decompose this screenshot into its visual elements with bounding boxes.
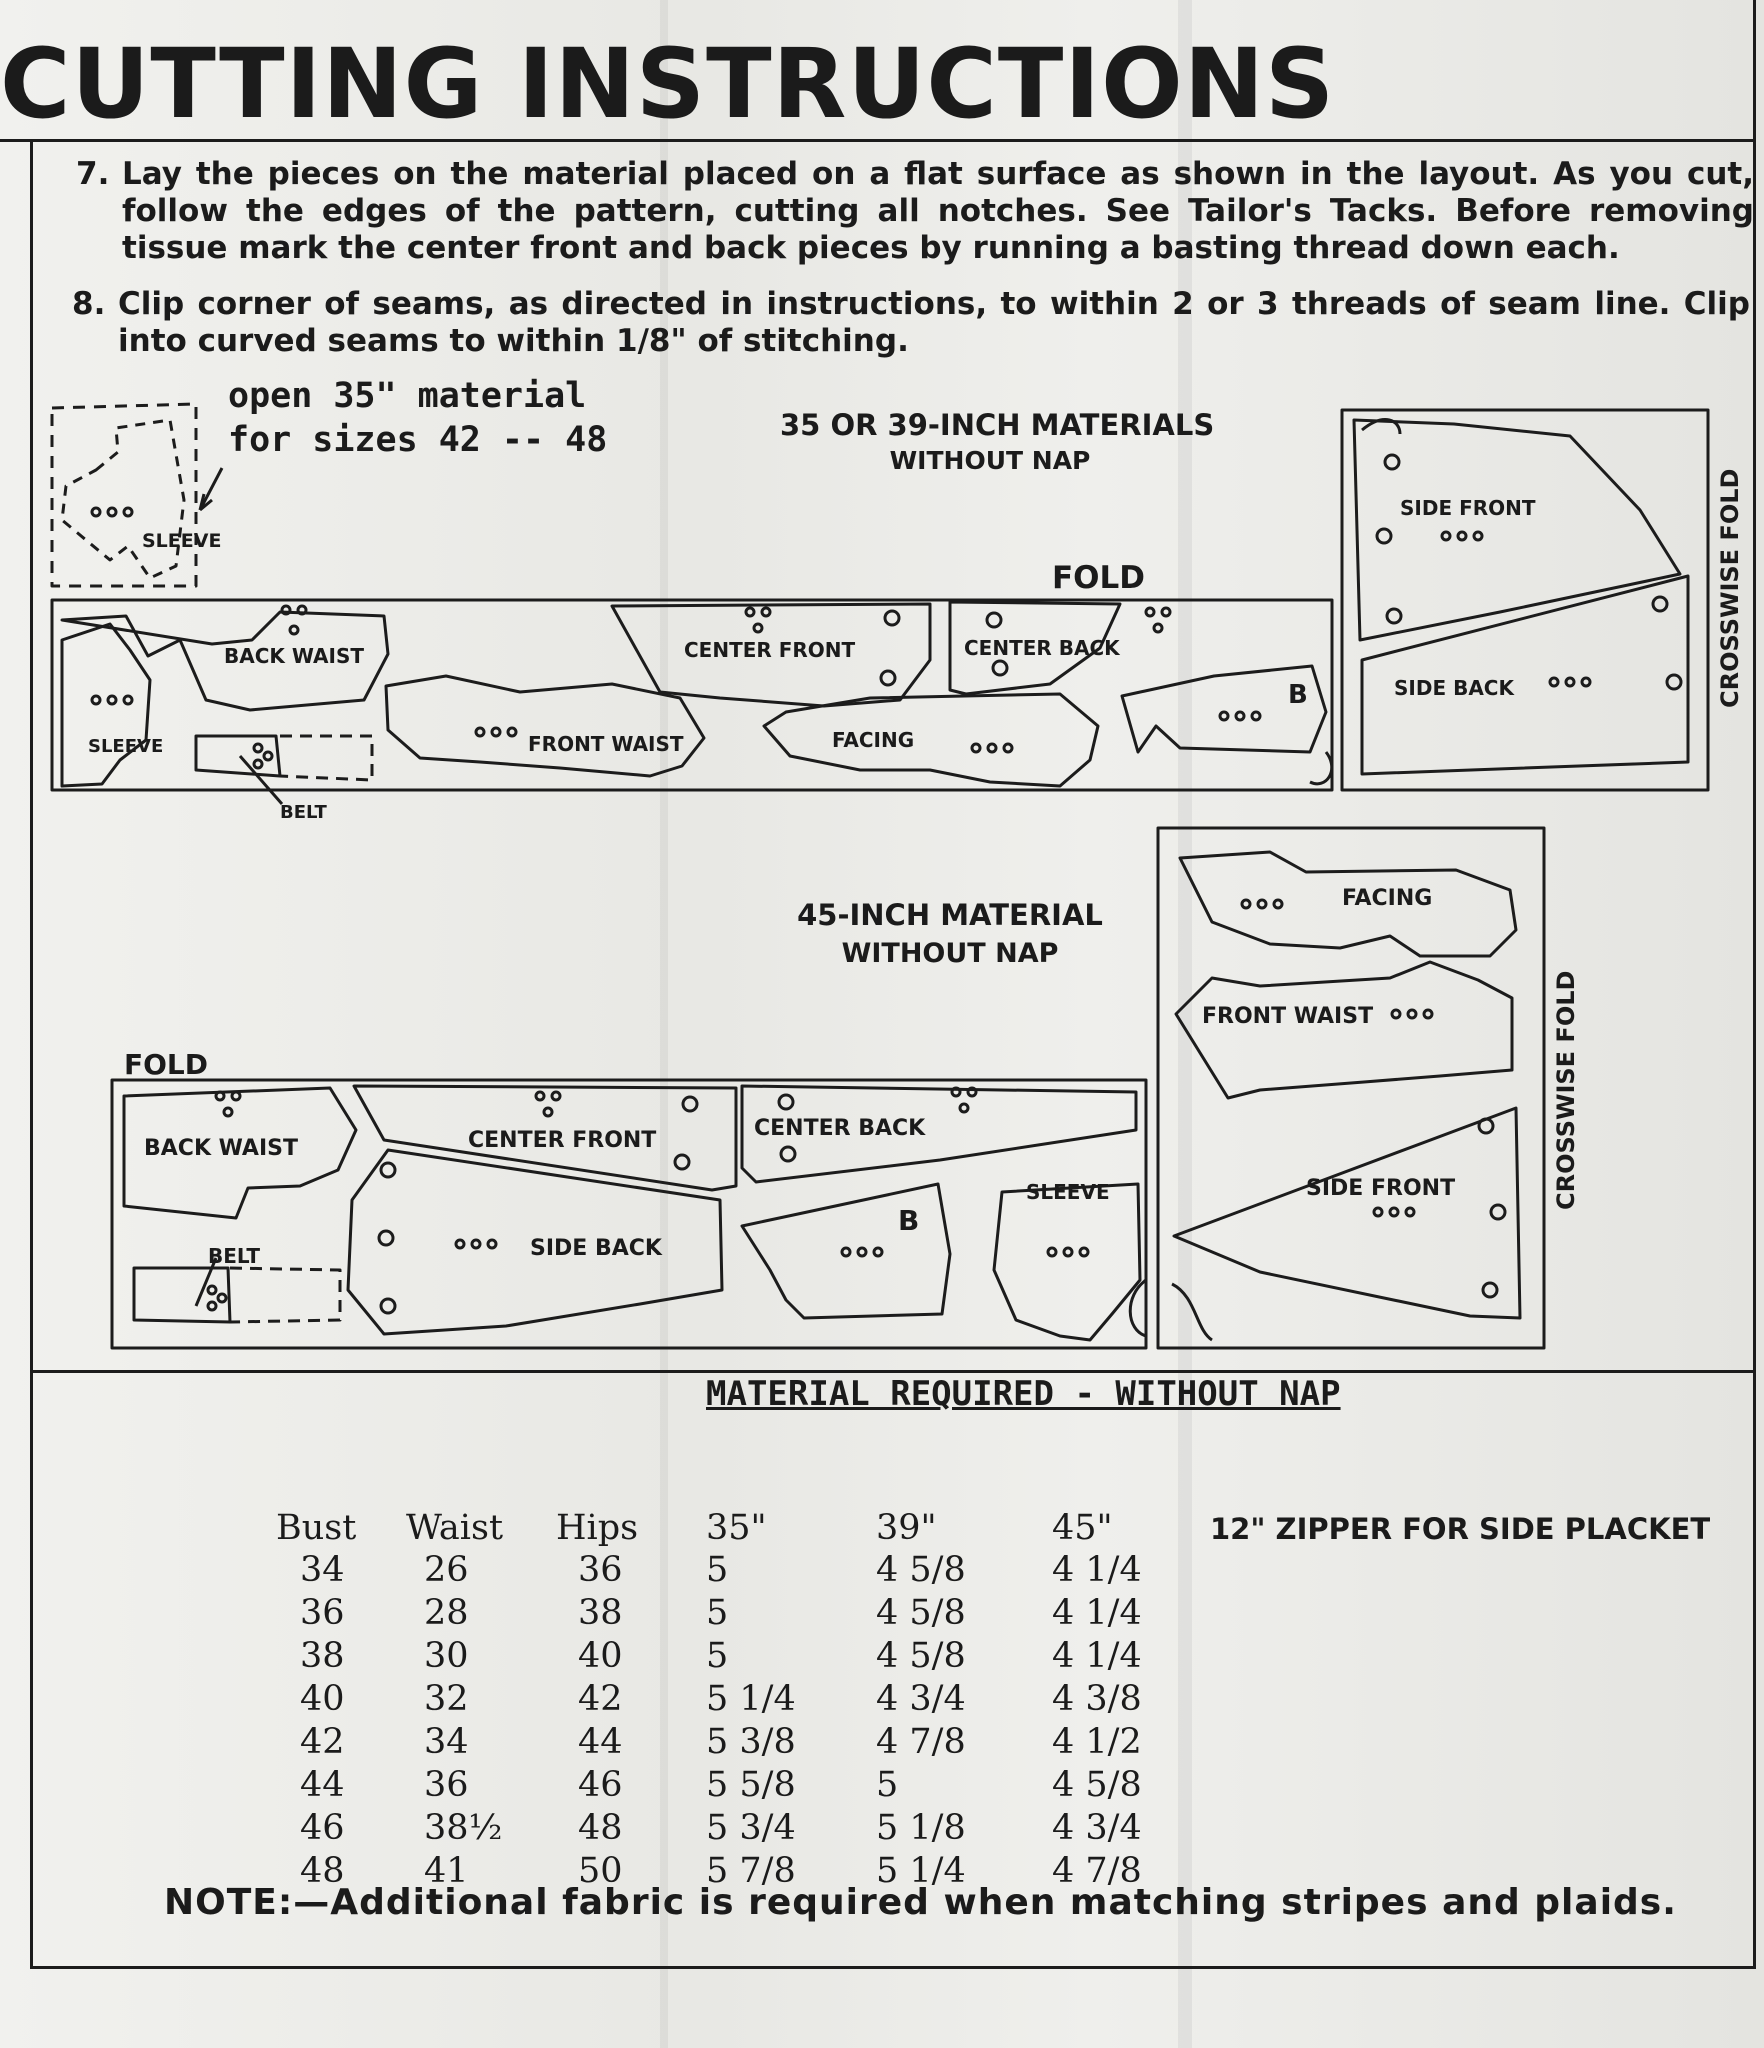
front-waist-piece [386, 676, 704, 776]
zipper-note: 12" ZIPPER FOR SIDE PLACKET [1210, 1512, 1711, 1546]
table-cell: 34 [300, 1550, 345, 1590]
table-cell: 5 [876, 1765, 899, 1805]
table-cell: 50 [578, 1851, 623, 1891]
table-cell: 5 1/4 [876, 1851, 966, 1891]
piece-label-back-waist: BACK WAIST [224, 644, 364, 668]
table-cell: 5 1/4 [706, 1679, 796, 1719]
sleeve-piece-open [62, 420, 184, 578]
table-cell: 5 3/8 [706, 1722, 796, 1762]
piece-label-sleeve: SLEEVE [1026, 1180, 1110, 1204]
table-cell: 5 3/4 [706, 1808, 796, 1848]
piece-label-side-front: SIDE FRONT [1400, 496, 1536, 520]
open-material-outline [52, 404, 196, 586]
table-cell: 44 [300, 1765, 345, 1805]
material-required-title: MATERIAL REQUIRED - WITHOUT NAP [706, 1374, 1341, 1414]
step-text: Clip corner of seams, as directed in instructions, to within 2 or 3 threads of seam line. Clip into curved seams to within 1/8" of stitching. [118, 286, 1750, 359]
heading-line: WITHOUT NAP [841, 938, 1059, 969]
table-cell: 36 [424, 1765, 469, 1805]
table-cell: 4 1/4 [1052, 1593, 1142, 1633]
column-header: Hips [556, 1508, 639, 1548]
table-cell: 42 [300, 1722, 345, 1762]
facing-piece [764, 694, 1098, 786]
table-cell: 38 [578, 1593, 623, 1633]
step-text: Lay the pieces on the material placed on a flat surface as shown in the layout. As you cut, follow the edges of the pattern, cutting all notches. See Tailor's Tacks. Before removing tissue mark the center front and back pieces by running a basting thread down each. [122, 156, 1754, 266]
column-header: 45" [1052, 1508, 1113, 1548]
table-cell: 44 [578, 1722, 623, 1762]
matching-note: NOTE:—Additional fabric is required when matching stripes and plaids. [164, 1882, 1677, 1923]
table-cell: 40 [300, 1679, 345, 1719]
table-cell: 5 7/8 [706, 1851, 796, 1891]
table-cell: 42 [578, 1679, 623, 1719]
table-cell: 48 [578, 1808, 623, 1848]
piece-label-front-waist: FRONT WAIST [528, 732, 684, 756]
table-cell: 5 5/8 [706, 1765, 796, 1805]
note-line: for sizes 42 -- 48 [228, 420, 608, 460]
heading-line: WITHOUT NAP [889, 446, 1091, 475]
fold-label: FOLD [1052, 560, 1146, 596]
side-front-piece [1174, 1108, 1520, 1318]
table-cell: 4 7/8 [876, 1722, 966, 1762]
piece-label-back-waist: BACK WAIST [144, 1136, 298, 1161]
heading-line: 35 OR 39-INCH MATERIALS [780, 408, 1215, 442]
table-cell: 4 5/8 [876, 1550, 966, 1590]
piece-label-center-front: CENTER FRONT [468, 1128, 657, 1153]
piece-label-sleeve-open: SLEEVE [142, 530, 222, 552]
piece-label-facing: FACING [1342, 886, 1433, 911]
table-cell: 46 [578, 1765, 623, 1805]
belt-piece [196, 736, 280, 776]
step-number: 7. [76, 156, 110, 192]
sleeve-piece [62, 624, 150, 786]
table-cell: 41 [424, 1851, 469, 1891]
page-title: CUTTING INSTRUCTIONS [0, 28, 1336, 140]
table-cell: 48 [300, 1851, 345, 1891]
table-cell: 30 [424, 1636, 469, 1676]
table-cell: 4 5/8 [876, 1636, 966, 1676]
piece-label-b: B [1288, 680, 1308, 710]
piece-label-center-front: CENTER FRONT [684, 638, 856, 662]
piece-label-belt: BELT [280, 802, 327, 823]
table-cell: 36 [300, 1593, 345, 1633]
table-cell: 4 5/8 [876, 1593, 966, 1633]
table-cell: 28 [424, 1593, 469, 1633]
piece-label-b: B [898, 1204, 920, 1237]
fabric-45 [112, 1080, 1146, 1348]
piece-label-front-waist: FRONT WAIST [1202, 1004, 1374, 1029]
table-cell: 34 [424, 1722, 469, 1762]
piece-label-side-front: SIDE FRONT [1306, 1176, 1456, 1201]
table-cell: 46 [300, 1808, 345, 1848]
table-cell: 4 1/4 [1052, 1550, 1142, 1590]
table-cell: 40 [578, 1636, 623, 1676]
piece-label-sleeve: SLEEVE [88, 736, 164, 757]
note-line: open 35" material [228, 376, 587, 416]
table-cell: 38½ [424, 1808, 503, 1848]
table-cell: 4 5/8 [1052, 1765, 1142, 1805]
table-cell: 4 3/8 [1052, 1679, 1142, 1719]
table-cell: 5 1/8 [876, 1808, 966, 1848]
table-cell: 5 [706, 1550, 729, 1590]
front-waist-piece [1176, 962, 1512, 1098]
table-cell: 32 [424, 1679, 469, 1719]
belt-piece [134, 1268, 230, 1322]
table-cell: 5 [706, 1593, 729, 1633]
piece-label-facing: FACING [832, 728, 915, 752]
crosswise-fold-label: CROSSWISE FOLD [1716, 468, 1744, 708]
piece-label-side-back: SIDE BACK [1394, 676, 1514, 700]
column-header: 39" [876, 1508, 937, 1548]
sleeve-piece [994, 1184, 1140, 1340]
column-header: Waist [406, 1508, 504, 1548]
heading-line: 45-INCH MATERIAL [797, 898, 1103, 932]
fold-label: FOLD [124, 1048, 209, 1081]
table-cell: 36 [578, 1550, 623, 1590]
table-cell: 4 1/2 [1052, 1722, 1142, 1762]
table-cell: 4 7/8 [1052, 1851, 1142, 1891]
table-cell: 4 1/4 [1052, 1636, 1142, 1676]
table-cell: 4 3/4 [1052, 1808, 1142, 1848]
column-header: 35" [706, 1508, 767, 1548]
piece-label-belt: BELT [208, 1244, 260, 1268]
table-cell: 38 [300, 1636, 345, 1676]
piece-label-side-back: SIDE BACK [530, 1236, 662, 1261]
table-cell: 5 [706, 1636, 729, 1676]
piece-label-center-back: CENTER BACK [754, 1116, 926, 1141]
crosswise-fold-label: CROSSWISE FOLD [1552, 970, 1580, 1210]
step-number: 8. [72, 286, 106, 322]
column-header: Bust [276, 1508, 357, 1548]
table-cell: 26 [424, 1550, 469, 1590]
piece-label-center-back: CENTER BACK [964, 636, 1120, 660]
table-cell: 4 3/4 [876, 1679, 966, 1719]
side-front-piece [1354, 420, 1680, 640]
